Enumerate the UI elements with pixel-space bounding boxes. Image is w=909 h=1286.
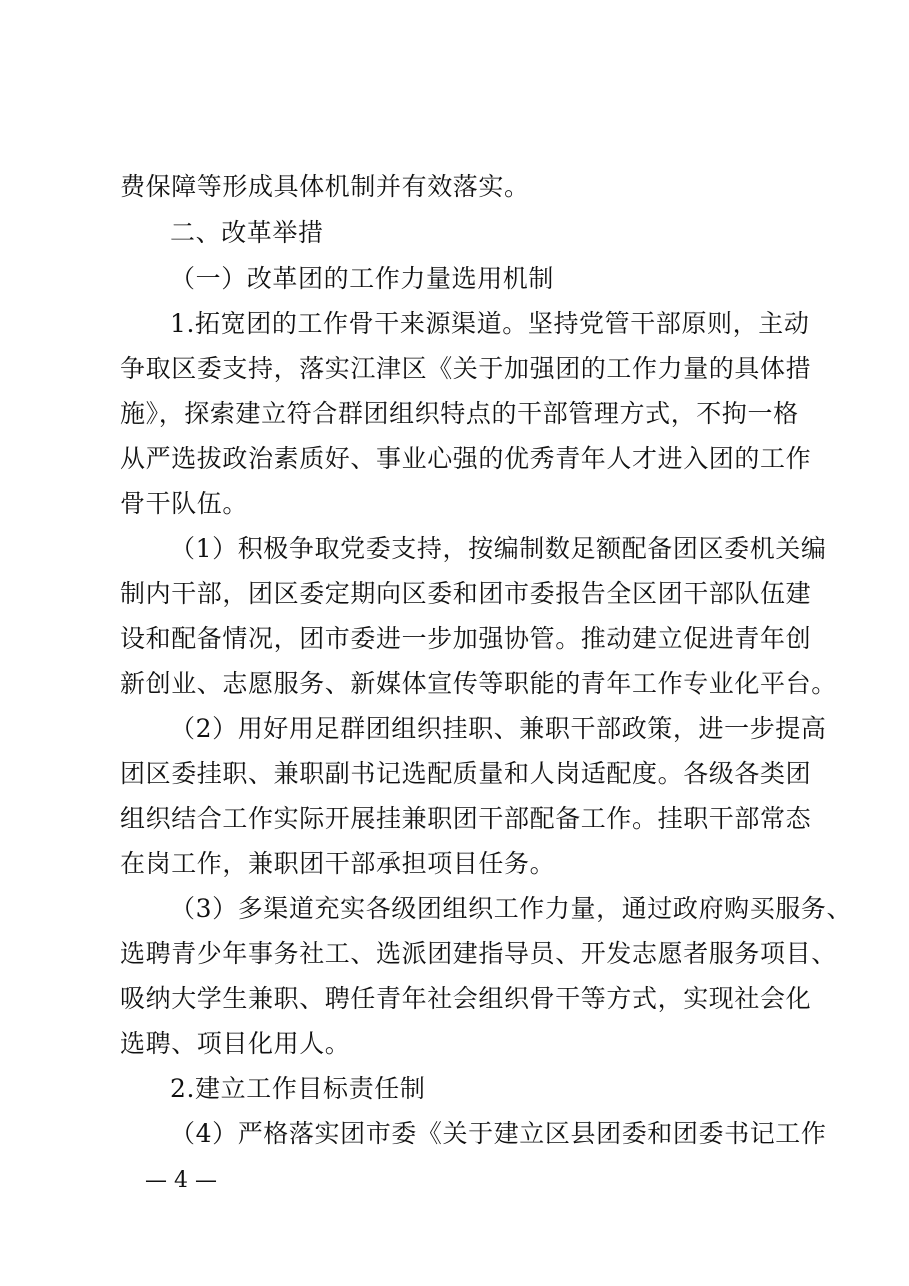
body-text-line: 新创业、志愿服务、新媒体宣传等职能的青年工作专业化平台。 xyxy=(120,669,837,698)
page-number: — 4 — xyxy=(145,1168,217,1193)
body-text-line: 制内干部，团区委定期向区委和团市委报告全区团干部队伍建 xyxy=(120,579,812,608)
section-heading: 二、改革举措 xyxy=(170,218,324,247)
body-text-line: 骨干队伍。 xyxy=(120,489,249,518)
body-text-line: 设和配备情况，团市委进一步加强协管。推动建立促进青年创 xyxy=(120,624,812,653)
paragraph-first-line: （4）严格落实团市委《关于建立区县团委和团委书记工作 xyxy=(170,1119,827,1148)
body-text-line: 选聘青少年事务社工、选派团建指导员、开发志愿者服务项目、 xyxy=(120,939,837,968)
item-heading-line: 1.拓宽团的工作骨干来源渠道。坚持党管干部原则，主动 xyxy=(170,309,810,338)
body-text-line: 组织结合工作实际开展挂兼职团干部配备工作。挂职干部常态 xyxy=(120,804,812,833)
body-text-line: 争取区委支持，落实江津区《关于加强团的工作力量的具体措 xyxy=(120,354,812,383)
paragraph-first-line: （2）用好用足群团组织挂职、兼职干部政策，进一步提高 xyxy=(170,714,827,743)
body-text-line: 从严选拔政治素质好、事业心强的优秀青年人才进入团的工作 xyxy=(120,444,812,473)
body-text-line: 团区委挂职、兼职副书记选配质量和人岗适配度。各级各类团 xyxy=(120,759,812,788)
body-text-line: 费保障等形成具体机制并有效落实。 xyxy=(120,172,530,201)
paragraph-first-line: （3）多渠道充实各级团组织工作力量，通过政府购买服务、 xyxy=(170,894,853,923)
subsection-heading: （一）改革团的工作力量选用机制 xyxy=(170,264,555,293)
paragraph-first-line: （1）积极争取党委支持，按编制数足额配备团区委机关编 xyxy=(170,534,827,563)
body-text-line: 吸纳大学生兼职、聘任青年社会组织骨干等方式，实现社会化 xyxy=(120,984,812,1013)
body-text-line: 施》，探索建立符合群团组织特点的干部管理方式，不拘一格 xyxy=(120,399,799,428)
body-text-line: 选聘、项目化用人。 xyxy=(120,1029,351,1058)
body-text-line: 在岗工作，兼职团干部承担项目任务。 xyxy=(120,849,556,878)
item-heading-line: 2.建立工作目标责任制 xyxy=(170,1074,426,1103)
